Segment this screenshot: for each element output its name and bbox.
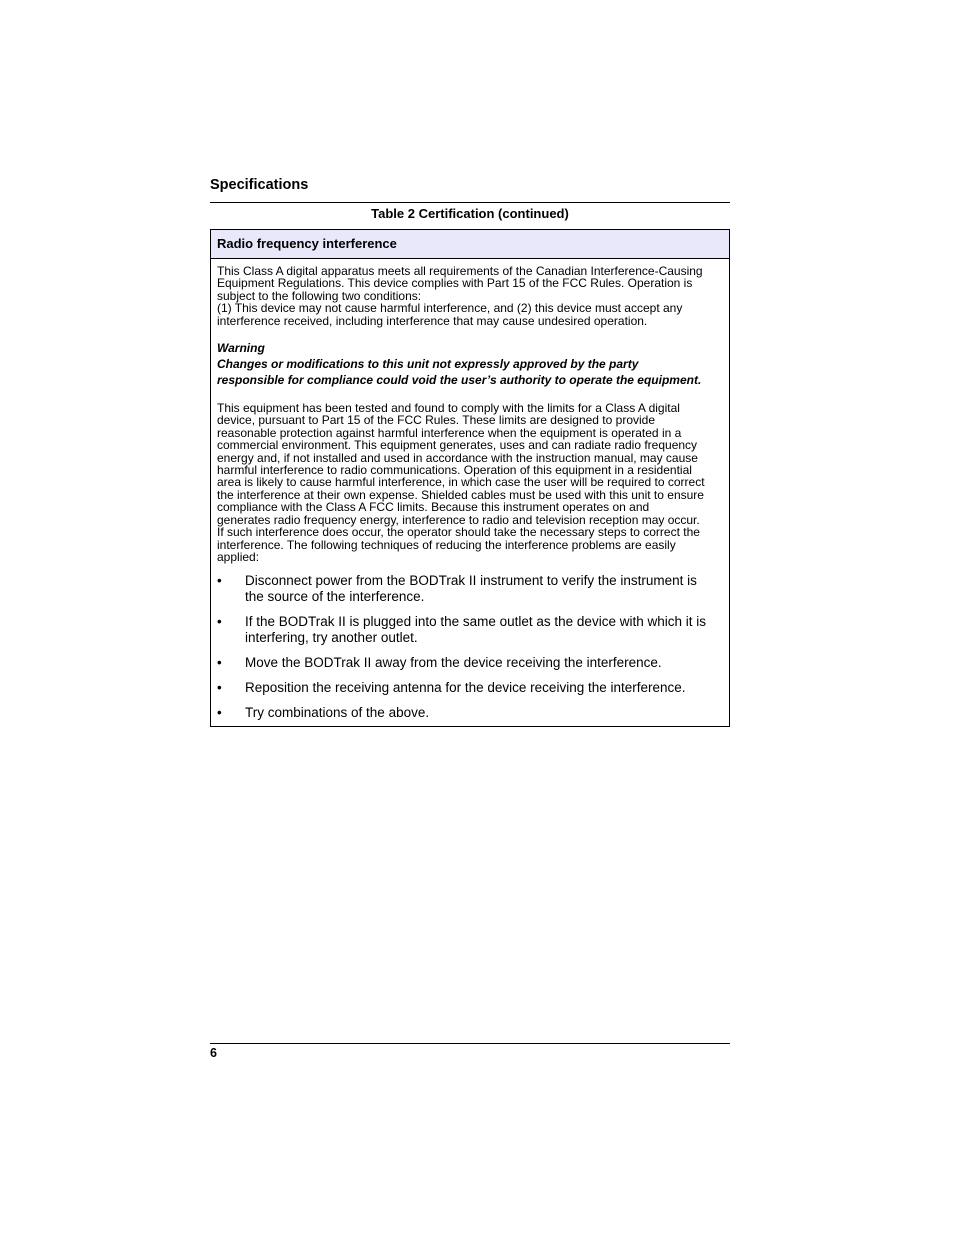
table-column-header: Radio frequency interference: [211, 230, 729, 259]
warning-line: Changes or modifications to this unit not expressly approved by the party: [217, 357, 639, 372]
list-item: [217, 655, 723, 671]
paragraph-line: applied:: [217, 549, 260, 564]
paragraph-line: energy and, if not installed and used in accordance with the instruction manual, may cause: [217, 450, 698, 465]
certification-table: [210, 229, 730, 727]
bullet-icon: •: [217, 654, 222, 670]
bullet-icon: •: [217, 704, 222, 720]
page-number: 6: [210, 1046, 217, 1060]
paragraph-line: This equipment has been tested and found to comply with the limits for a Class A digital: [217, 401, 680, 416]
paragraph-line: interference. The following techniques of reducing the interference problems are easily: [217, 537, 676, 552]
paragraph-line: compliance with the Class A FCC limits. Because this instrument operates on and: [217, 500, 650, 515]
paragraph-line: reasonable protection against harmful interference when the equipment is operated in a: [217, 425, 682, 440]
paragraph-line: Equipment Regulations. This device complies with Part 15 of the FCC Rules. Operation is: [217, 276, 693, 291]
paragraph-line: This Class A digital apparatus meets all requirements of the Canadian Interference-Causing: [217, 264, 703, 278]
warning-line: responsible for compliance could void the user’s authority to operate the equipment.: [217, 373, 702, 388]
list-item-line: If the BODTrak II is plugged into the same outlet as the device with which it is: [245, 614, 706, 629]
paragraph-line: device, pursuant to Part 15 of the FCC Rules. These limits are designed to provide: [217, 413, 656, 428]
conditions-paragraph: [217, 265, 723, 327]
warning-title: Warning: [217, 341, 265, 356]
list-item: [217, 705, 723, 721]
paragraph-line: harmful interference to radio communications. Operation of this equipment in a residential: [217, 463, 692, 478]
list-item-line: Reposition the receiving antenna for the device receiving the interference.: [245, 679, 686, 695]
table-caption: Table 2 Certification (continued): [371, 206, 569, 221]
bullet-icon: •: [217, 573, 222, 589]
list-item-line: Move the BODTrak II away from the device receiving the interference.: [245, 654, 662, 670]
paragraph-line: interference received, including interference that may cause undesired operation.: [217, 313, 648, 328]
paragraph-line: the interference at their own expense. Shielded cables must be used with this unit to ensure: [217, 487, 704, 502]
section-title: Specifications: [210, 177, 309, 193]
paragraph-line: If such interference does occur, the operator should take the necessary steps to correct the: [217, 525, 700, 540]
list-item-line: the source of the interference.: [245, 588, 425, 604]
paragraph-line: subject to the following two conditions:: [217, 288, 422, 303]
warning-block: [217, 340, 723, 388]
bullet-icon: •: [217, 679, 222, 695]
list-item-line: interfering, try another outlet.: [245, 629, 418, 645]
paragraph-line: area is likely to cause harmful interference, in which case the user will be required to correct: [217, 475, 705, 490]
footer-rule: [210, 1043, 730, 1044]
paragraph-line: (1) This device may not cause harmful interference, and (2) this device must accept any: [217, 301, 683, 316]
bullet-icon: •: [217, 614, 222, 629]
table-body-cell: [211, 259, 729, 726]
list-item-line: Try combinations of the above.: [245, 704, 430, 720]
list-item-line: Disconnect power from the BODTrak II instrument to verify the instrument is: [245, 573, 697, 589]
list-item: [217, 573, 723, 604]
paragraph-line: generates radio frequency energy, interference to radio and television reception may occur.: [217, 512, 700, 527]
header-rule: [210, 202, 730, 203]
fcc-paragraph: [217, 402, 723, 563]
list-item: [217, 680, 723, 696]
interference-techniques-list: [217, 573, 723, 720]
paragraph-line: commercial environment. This equipment generates, uses and can radiate radio frequency: [217, 438, 698, 453]
list-item: [217, 614, 723, 645]
